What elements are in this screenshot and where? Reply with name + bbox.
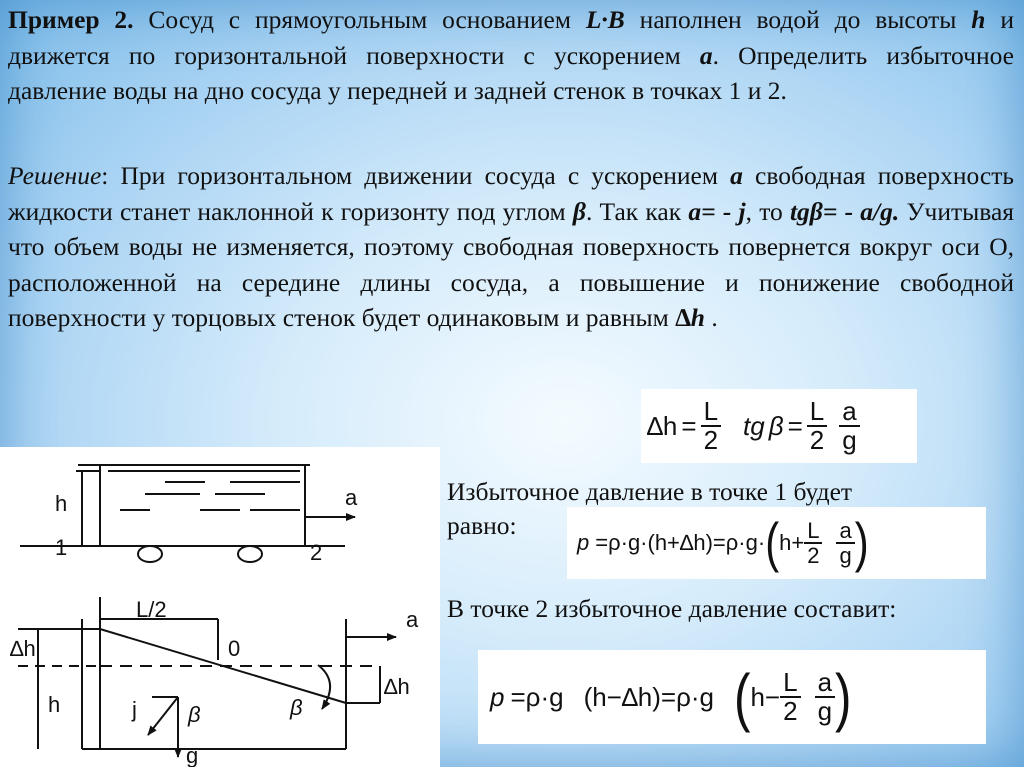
f1-frac-l2b bbox=[807, 395, 827, 455]
f3-frac-l2 bbox=[780, 666, 800, 726]
equation-tg-beta: tgβ= - a/g. bbox=[789, 196, 900, 226]
solution-var-beta: β bbox=[572, 196, 586, 226]
f1-beta: β bbox=[768, 410, 784, 441]
f3-num2: a bbox=[815, 669, 835, 698]
f3-den2: g bbox=[817, 696, 833, 726]
label-g: g bbox=[186, 743, 199, 767]
f2-num: L bbox=[804, 519, 822, 544]
problem-text-3: и движется по горизонтальной поверхности с ускорением bbox=[8, 5, 1014, 70]
f2-p: p bbox=[577, 530, 590, 555]
label-point-2: 2 bbox=[310, 540, 323, 565]
label-dh-left: ∆h bbox=[10, 636, 36, 661]
problem-statement bbox=[8, 2, 1014, 109]
f2-h: h+ bbox=[779, 530, 805, 555]
label-a-bottom: a bbox=[406, 607, 419, 632]
f3-mid2: (h−∆h)=ρ·g bbox=[583, 681, 714, 712]
label-h-bottom: h bbox=[48, 692, 61, 717]
f2-mid: =ρ·g·(h+∆h)=ρ·g· bbox=[595, 530, 766, 555]
f3-num: L bbox=[780, 669, 800, 698]
f1-den2: 2 bbox=[809, 425, 825, 455]
problem-text-2: наполнен водой до высоты bbox=[624, 5, 972, 34]
f1-dh: ∆h bbox=[647, 410, 678, 441]
equation-a-j: a= - j bbox=[688, 196, 746, 226]
point1-text: Избыточное давление в точке 1 будет bbox=[447, 477, 853, 506]
solution-text-2: свободная поверхность жидкости станет наклонной к горизонту под углом bbox=[8, 161, 1014, 226]
f1-tg: tg bbox=[743, 410, 765, 441]
f1-frac-ag bbox=[839, 395, 859, 455]
vessel-top-walls bbox=[100, 465, 305, 546]
label-beta-2: β bbox=[290, 695, 303, 720]
solution-statement bbox=[8, 158, 1014, 336]
f3-paren-close: ) bbox=[835, 661, 852, 733]
f2-den2: g bbox=[839, 543, 852, 568]
f1-num: L bbox=[701, 398, 721, 427]
j-arrow bbox=[148, 697, 178, 735]
solution-text-4: , то bbox=[745, 196, 790, 226]
var-a: a bbox=[699, 40, 713, 70]
f1-eq: = bbox=[681, 410, 697, 441]
label-beta-1: β bbox=[188, 702, 201, 727]
f3-h: h− bbox=[750, 681, 781, 712]
solution-text-5: Учитывая что объем воды не изменяется, поэтому свободная поверхность повернется вокруг оси О, расположенной на середине длины сосуда, а повышение и понижение свободной поверхности у торцовых стенок будет одинаковым и равным bbox=[8, 196, 1015, 332]
f1-den: 2 bbox=[703, 425, 719, 455]
formula-point2 bbox=[478, 650, 986, 744]
wheel bbox=[238, 546, 262, 562]
label-o: 0 bbox=[228, 636, 241, 661]
f3-frac-ag bbox=[815, 666, 835, 726]
f3-paren-open: ( bbox=[733, 661, 751, 733]
f1-num3: a bbox=[839, 398, 859, 427]
f1-eq2: = bbox=[787, 410, 803, 441]
f1-frac-l2 bbox=[701, 395, 721, 455]
formula-point1 bbox=[567, 507, 986, 579]
f2-num2: a bbox=[836, 519, 854, 544]
solution-var-dh: ∆h bbox=[675, 303, 705, 332]
label-j: j bbox=[132, 697, 137, 722]
problem-text-1: Сосуд с прямоугольным основанием bbox=[133, 5, 586, 34]
f3-p: p bbox=[490, 681, 505, 712]
label-l2: L/2 bbox=[136, 597, 167, 622]
f1-den3: g bbox=[842, 425, 857, 455]
label-a-top: a bbox=[345, 485, 358, 510]
formula-delta-h bbox=[641, 389, 917, 463]
f3-den: 2 bbox=[783, 696, 798, 726]
point1-text-cont: равно: bbox=[447, 511, 517, 540]
solution-text-6: . bbox=[705, 303, 718, 332]
f2-frac-ag bbox=[836, 519, 854, 567]
label-point-1: 1 bbox=[55, 535, 68, 560]
dimension-lb: L·B bbox=[585, 5, 625, 34]
f2-paren-close: ) bbox=[854, 511, 869, 573]
example-label: Пример 2. bbox=[8, 5, 134, 34]
label-h-top: h bbox=[55, 491, 68, 516]
label-dh-right: ∆h bbox=[384, 674, 410, 699]
beta-arc-arrow bbox=[318, 665, 330, 709]
f2-den: 2 bbox=[807, 543, 820, 568]
f2-paren-open: ( bbox=[765, 511, 780, 573]
wheel bbox=[138, 546, 162, 562]
solution-text-3: . Так как bbox=[585, 196, 689, 226]
vessel-svg bbox=[0, 447, 440, 767]
solution-label: Решение bbox=[8, 161, 102, 190]
solution-var-a: a bbox=[730, 161, 743, 190]
f2-frac-l2 bbox=[804, 519, 822, 567]
point2-text: В точке 2 избыточное давление составит: bbox=[447, 594, 897, 623]
problem-text-4: . Определить избыточное давление воды на дно сосуда у передней и задней стенок в точках 1 и 2. bbox=[8, 40, 1014, 105]
solution-text-1: : При горизонтальном движении сосуда с ускорением bbox=[101, 161, 731, 190]
f1-num2: L bbox=[807, 398, 827, 427]
f3-mid1: =ρ·g bbox=[510, 681, 564, 712]
var-h: h bbox=[971, 5, 986, 34]
vessel-diagram bbox=[0, 447, 440, 767]
